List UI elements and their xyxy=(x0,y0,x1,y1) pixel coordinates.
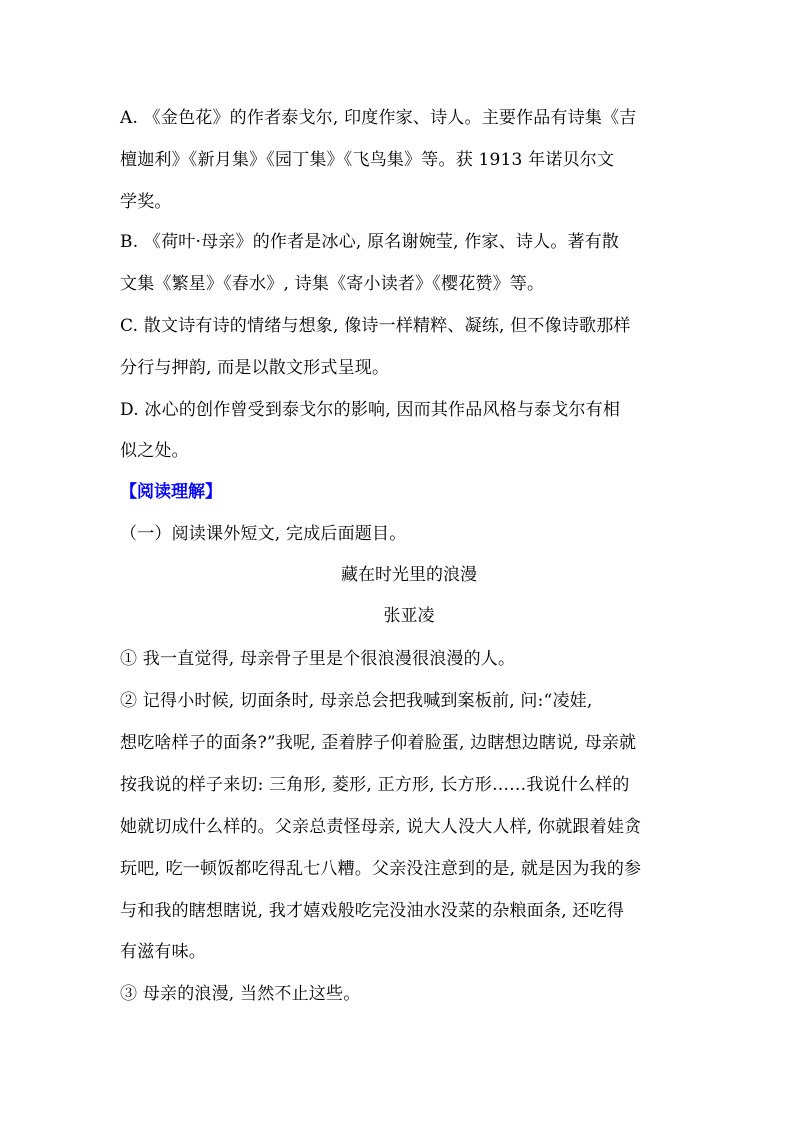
paragraph-1-line-1: ① 我一直觉得, 母亲骨子里是个很浪漫很浪漫的人。 xyxy=(120,649,516,669)
option-b-line-1: B. 《荷叶·母亲》的作者是冰心, 原名谢婉莹, 作家、诗人。著有散 xyxy=(120,232,620,252)
option-a-line-1: A. 《金色花》的作者泰戈尔, 印度作家、诗人。主要作品有诗集《吉 xyxy=(120,108,637,128)
option-a-line-3: 学奖。 xyxy=(120,192,172,212)
paragraph-2-line-3: 按我说的样子来切: 三角形, 菱形, 正方形, 长方形……我说什么样的 xyxy=(120,775,630,795)
section-heading: 【阅读理解】 xyxy=(120,482,222,502)
paragraph-2-line-1: ② 记得小时候, 切面条时, 母亲总会把我喊到案板前, 问:“凌娃, xyxy=(120,691,593,711)
option-c-line-1: C. 散文诗有诗的情绪与想象, 像诗一样精粹、凝练, 但不像诗歌那样 xyxy=(120,316,631,336)
article-title: 藏在时光里的浪漫 xyxy=(341,565,477,585)
option-b-line-2: 文集《繁星》《春水》, 诗集《寄小读者》《樱花赞》等。 xyxy=(120,274,545,294)
document-page xyxy=(120,0,698,1123)
paragraph-2-line-4: 她就切成什么样的。父亲总责怪母亲, 说大人没大人样, 你就跟着娃贪 xyxy=(120,817,642,837)
option-d-line-1: D. 冰心的创作曾受到泰戈尔的影响, 因而其作品风格与泰戈尔有相 xyxy=(120,400,621,420)
option-c-line-2: 分行与押韵, 而是以散文形式呈现。 xyxy=(120,358,390,378)
paragraph-2-line-7: 有滋有味。 xyxy=(120,942,206,962)
paragraph-2-line-2: 想吃啥样子的面条?”我呢, 歪着脖子仰着脸蛋, 边瞎想边瞎说, 母亲就 xyxy=(120,733,637,753)
reading-instruction: （一）阅读课外短文, 完成后面题目。 xyxy=(120,524,407,544)
paragraph-2-line-5: 玩吧, 吃一顿饭都吃得乱七八糟。父亲没注意到的是, 就是因为我的参 xyxy=(120,859,642,879)
paragraph-2-line-6: 与和我的瞎想瞎说, 我才嬉戏般吃完没油水没菜的杂粮面条, 还吃得 xyxy=(120,901,625,921)
option-d-line-2: 似之处。 xyxy=(120,441,189,461)
option-a-line-2: 檀迦利》《新月集》《园丁集》《飞鸟集》等。获 1913 年诺贝尔文 xyxy=(120,150,615,170)
article-author: 张亚凌 xyxy=(383,606,435,626)
paragraph-3-line-1: ③ 母亲的浪漫, 当然不止这些。 xyxy=(120,984,361,1004)
